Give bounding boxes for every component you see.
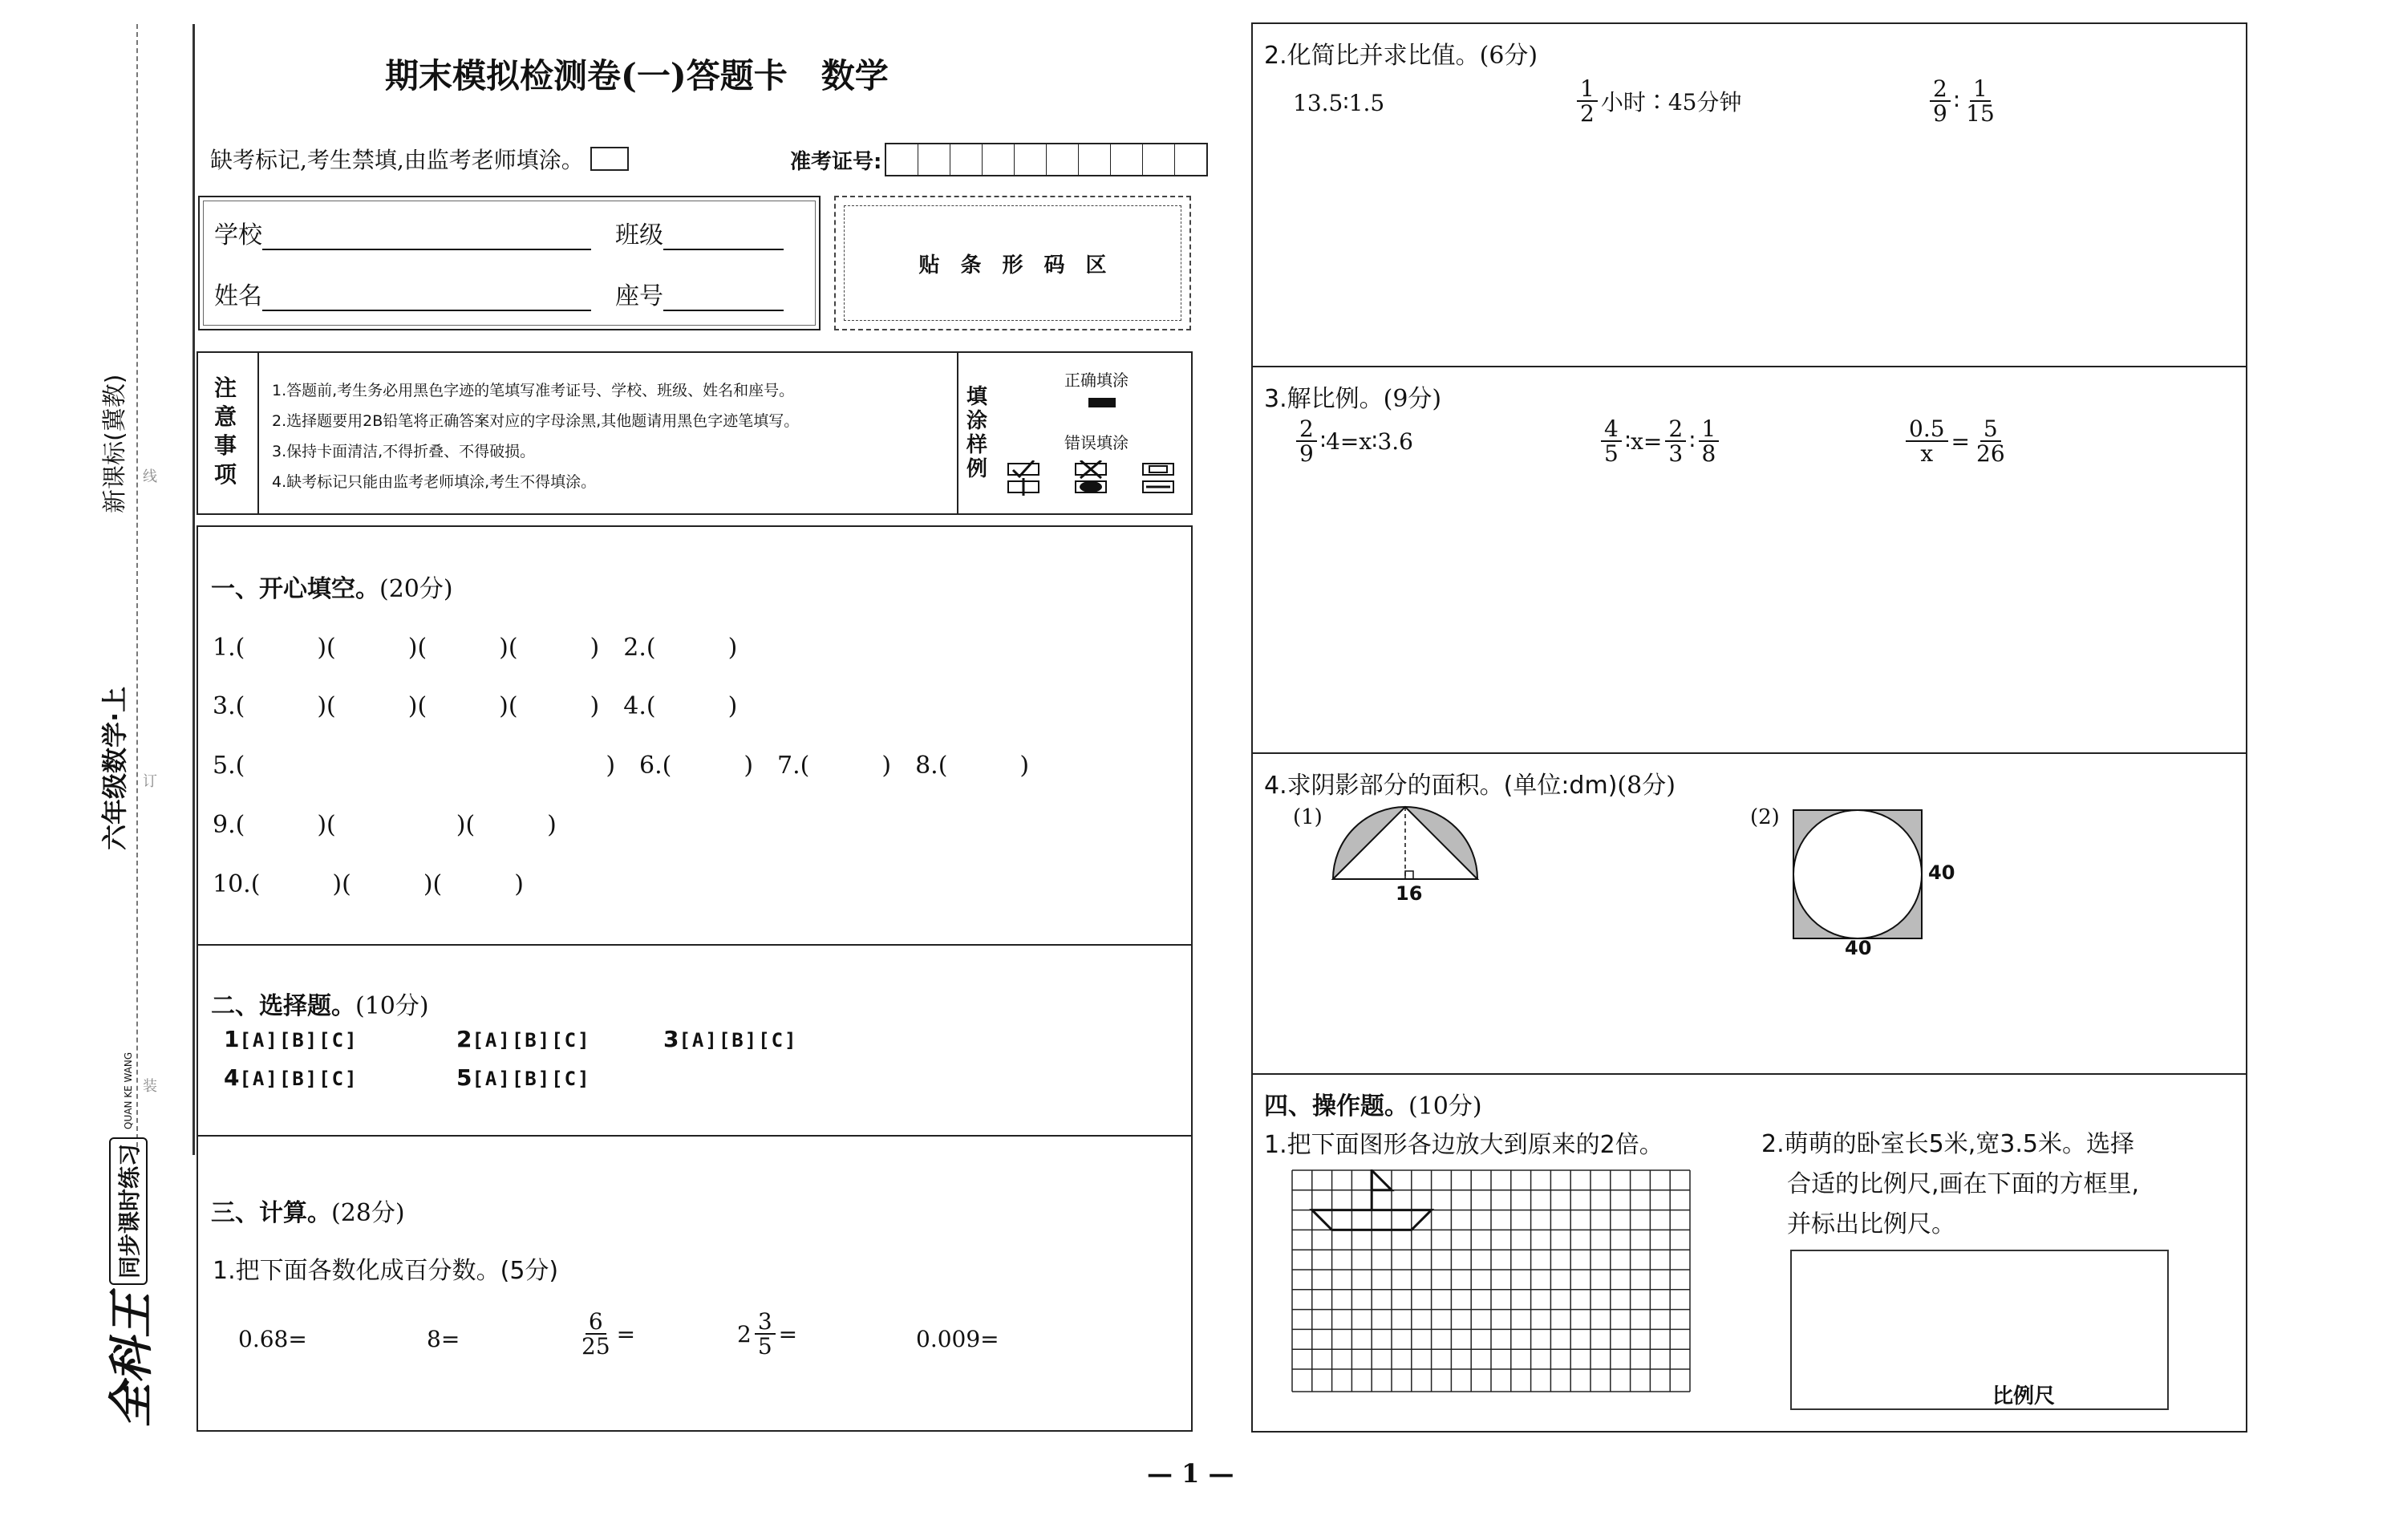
student-info-box — [198, 196, 821, 330]
section-fill-blanks — [197, 525, 1193, 946]
barcode-label: 贴 条 形 码 区 — [918, 253, 1107, 278]
fig1-label: (1) — [1293, 805, 1323, 829]
calc-item-3[interactable]: $\frac{6}{25}$ = — [581, 1308, 636, 1360]
note-item: 2.选择题要用2B铅笔将正确答案对应的字母涂黑,其他题请用黑色字迹笔填写。 — [272, 412, 800, 430]
op-q2-line: 2.萌萌的卧室长5米,宽3.5米。选择 — [1761, 1130, 2134, 1158]
exam-number-boxes[interactable] — [885, 143, 1208, 176]
spine-edition: 新课标(冀教) — [101, 374, 129, 513]
choice-q1[interactable]: 1[A][B][C] — [224, 1026, 359, 1052]
school-field[interactable]: 学校 — [214, 215, 591, 250]
calc-item-1[interactable]: 0.68= — [238, 1326, 307, 1352]
spine-cut-line — [136, 24, 138, 1147]
question-shaded-area — [1251, 752, 2247, 1075]
fill-correct-sample — [1088, 398, 1116, 407]
choice-q4[interactable]: 4[A][B][C] — [224, 1064, 359, 1091]
section-2-title: 二、选择题。(10分) — [211, 992, 429, 1020]
op-q1: 1.把下面图形各边放大到原来的2倍。 — [1264, 1131, 1663, 1159]
absent-note-text: 缺考标记,考生禁填,由监考老师填涂。 — [210, 147, 584, 173]
q2-item-2[interactable]: $\frac{1}{2}$ 小时∶45分钟 — [1574, 77, 1741, 126]
calc-q1: 1.把下面各数化成百分数。(5分) — [213, 1257, 559, 1285]
q2-title: 2.化简比并求比值。(6分) — [1264, 42, 1538, 70]
section-operation — [1251, 1073, 2247, 1433]
fig2-label: (2) — [1750, 805, 1780, 829]
spine-solid-line — [192, 24, 195, 1155]
fill-row[interactable]: 3.( )( )( )( ) 4.( ) — [213, 692, 738, 720]
spine-cut-label-3: 装 — [143, 1078, 157, 1095]
absent-note — [210, 143, 629, 175]
spine — [0, 0, 192, 1540]
fig1-dimension: 16 — [1396, 882, 1423, 905]
q3-title: 3.解比例。(9分) — [1264, 385, 1442, 413]
calc-item-2[interactable]: 8= — [427, 1326, 460, 1352]
note-item: 1.答题前,考生务必用黑色字迹的笔填写准考证号、学校、班级、姓名和座号。 — [272, 382, 795, 399]
brand-pinyin: QUAN KE WANG — [123, 1052, 134, 1129]
notes-box — [197, 351, 1193, 515]
fill-wrong-label: 错误填涂 — [1064, 433, 1129, 452]
fill-sample-label: 填涂样例 — [966, 385, 988, 481]
notes-list — [272, 375, 799, 497]
calc-item-5[interactable]: 0.009= — [916, 1326, 999, 1352]
question-simplify-ratio — [1251, 22, 2247, 367]
q2-item-3[interactable]: $\frac{2}{9}$ ∶ $\frac{1}{15}$ — [1927, 77, 2001, 126]
note-item: 3.保持卡面清洁,不得折叠、不得破损。 — [272, 443, 536, 460]
op-q2-line: 并标出比例尺。 — [1787, 1210, 1955, 1238]
section-calculation — [197, 1135, 1193, 1432]
name-field[interactable]: 姓名 — [214, 276, 591, 311]
fig2-dimension-height: 40 — [1928, 861, 1955, 884]
section-1-title: 一、开心填空。(20分) — [211, 575, 453, 603]
section-4-title: 四、操作题。(10分) — [1264, 1092, 1482, 1121]
notes-label: 注意事项 — [214, 375, 237, 488]
op-q2-line: 合适的比例尺,画在下面的方框里, — [1787, 1170, 2140, 1198]
op-grid[interactable] — [1291, 1169, 1691, 1392]
fill-row[interactable]: 1.( )( )( )( ) 2.( ) — [213, 634, 738, 662]
drawing-box[interactable] — [1790, 1250, 2169, 1410]
note-item: 4.缺考标记只能由监考老师填涂,考生不得填涂。 — [272, 473, 597, 491]
q2-item-1[interactable]: 13.5∶1.5 — [1293, 90, 1385, 116]
exam-number-label: 准考证号: — [790, 149, 882, 174]
spine-grade: 六年级数学·上 — [99, 686, 130, 850]
fig2-dimension-width: 40 — [1845, 937, 1872, 959]
fig2-square-circle — [1792, 808, 1925, 942]
brand-sub: 同步课时练习 — [109, 1137, 148, 1285]
choice-q3[interactable]: 3[A][B][C] — [663, 1026, 798, 1052]
q4-title: 4.求阴影部分的面积。(单位:dm)(8分) — [1264, 772, 1676, 800]
spine-cut-label-2: 订 — [143, 773, 157, 790]
fill-row[interactable]: 10.( )( )( ) — [213, 870, 524, 898]
answer-card-title: 期末模拟检测卷(一)答题卡 数学 — [385, 56, 889, 95]
calc-item-4[interactable]: 2 $\frac{3}{5}$ = — [737, 1308, 798, 1360]
op-q2 — [1761, 1125, 2139, 1245]
fill-row[interactable]: 5.( ) 6.( ) 7.( ) 8.( ) — [213, 752, 1030, 780]
q3-item-3[interactable]: $\frac{0.5}{x}$ = $\frac{5}{26}$ — [1903, 417, 2012, 466]
fill-row[interactable]: 9.( )( )( ) — [213, 811, 557, 839]
fill-wrong-samples — [1000, 460, 1185, 500]
absent-checkbox[interactable] — [590, 147, 629, 171]
section-choice — [197, 944, 1193, 1137]
spine-cut-label-1: 线 — [143, 468, 157, 485]
section-3-title: 三、计算。(28分) — [211, 1199, 405, 1227]
q3-item-2[interactable]: $\frac{4}{5}$ ∶x= $\frac{2}{3}$ ∶ $\frac{1}{8}$ — [1598, 417, 1722, 466]
question-solve-proportion — [1251, 366, 2247, 754]
page-number: — 1 — — [1147, 1458, 1234, 1489]
fill-correct-label: 正确填涂 — [1064, 371, 1129, 390]
choice-q5[interactable]: 5[A][B][C] — [456, 1064, 591, 1091]
exam-number — [790, 143, 1208, 176]
scale-label: 比例尺 — [1992, 1384, 2056, 1408]
barcode-area — [834, 196, 1191, 330]
class-field[interactable]: 班级 — [615, 215, 784, 250]
brand-logo — [96, 1052, 160, 1428]
seat-field[interactable]: 座号 — [615, 276, 784, 311]
choice-q2[interactable]: 2[A][B][C] — [456, 1026, 591, 1052]
q3-item-1[interactable]: $\frac{2}{9}$ ∶4=x∶3.6 — [1293, 417, 1413, 466]
brand-name: 全科王 — [106, 1293, 158, 1428]
